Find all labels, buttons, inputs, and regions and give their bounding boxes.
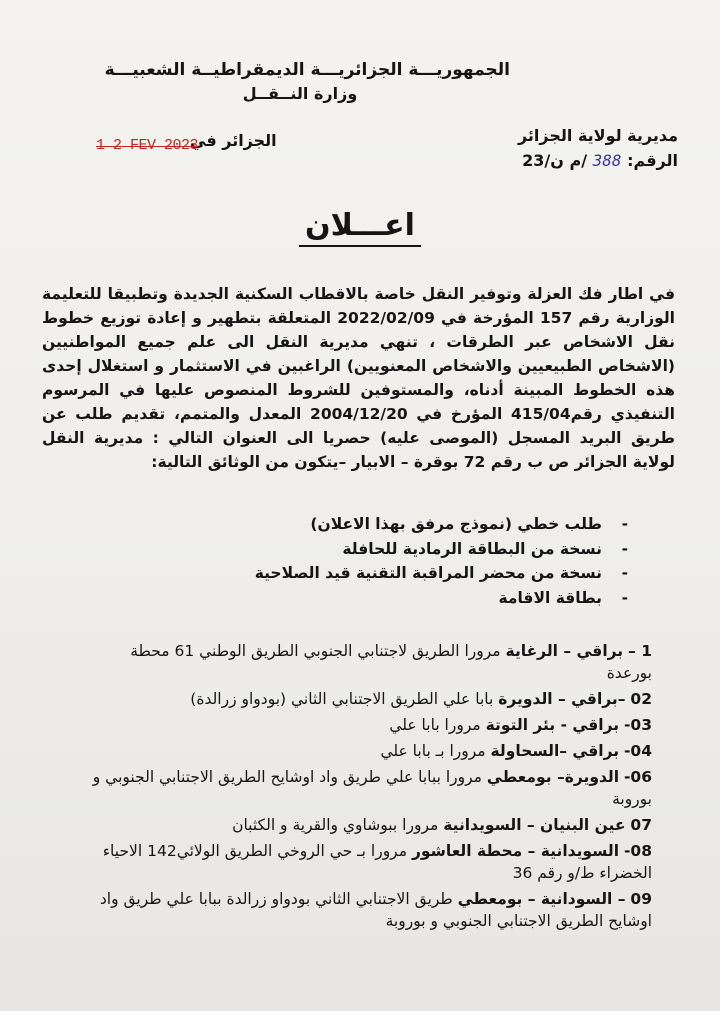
bullet-dash: - bbox=[621, 539, 628, 558]
route-stops: براقي - بئر التوتة bbox=[485, 716, 620, 734]
route-number: 09 bbox=[630, 890, 652, 908]
route-number: 04- bbox=[623, 742, 652, 760]
reference-handwritten-number: 388 bbox=[592, 151, 622, 170]
route-number: 1 – bbox=[628, 642, 652, 660]
route-stops: عين البنيان – السويدانية bbox=[443, 816, 626, 834]
bullet-dash: - bbox=[621, 588, 628, 607]
republic-heading: الجمهوريـــة الجزائريـــة الديمقراطيــة الشعبيـــة bbox=[104, 60, 510, 80]
route-via: مرورا ببوشاوي والقرية و الكثبان bbox=[232, 816, 439, 834]
document-item-text: نسخة من محضر المراقبة التقنية قيد الصلاحية bbox=[254, 564, 602, 582]
bullet-dash: - bbox=[621, 564, 628, 582]
route-item bbox=[92, 814, 652, 836]
document-item-text: بطاقة الاقامة bbox=[498, 588, 602, 607]
document-item bbox=[255, 564, 628, 589]
route-via: مرورا بـ حي الروخي الطريق الولائي142 الاحياء الخضراء ط/و رقم 36 bbox=[102, 842, 652, 882]
reference-suffix: /م ن/23 bbox=[522, 151, 588, 170]
routes-list bbox=[92, 640, 652, 936]
route-item bbox=[92, 640, 652, 684]
route-number: 03- bbox=[623, 716, 652, 734]
dateline-place: الجزائر في bbox=[190, 131, 277, 150]
route-stops: – السودانية – بومعطي bbox=[457, 890, 626, 908]
document-item-text: نسخة من البطاقة الرمادية للحافلة bbox=[342, 539, 602, 558]
bullet-dash: - bbox=[621, 515, 628, 533]
route-item bbox=[92, 714, 652, 736]
ministry-heading: وزارة النــقــل bbox=[242, 84, 358, 103]
route-via: مرورا بابا علي bbox=[389, 716, 481, 734]
route-stops: –براقي – الدويرة bbox=[498, 690, 626, 708]
required-documents-list bbox=[255, 515, 628, 613]
document-item bbox=[255, 540, 628, 565]
route-item bbox=[92, 766, 652, 810]
route-stops: السويدانية – محطة العاشور bbox=[411, 842, 620, 860]
announcement-title-text: اعـــلان bbox=[299, 208, 421, 247]
route-via: مرورا الطريق لاجتنابي الجنوبي الطريق الوطني 61 محطة بورعدة bbox=[130, 642, 652, 682]
route-stops: براقي –السحاولة bbox=[490, 742, 620, 760]
document-item-text: طلب خطي (نموذج مرفق بهذا الاعلان) bbox=[310, 515, 602, 533]
intro-paragraph: في اطار فك العزلة وتوفير النقل خاصة بالاقطاب السكنية الجديدة وتطبيقا للتعليمة الوزارية رقم 157 المؤرخة في 2022/02/09 المتعلقة بتطهير و إعادة توزيع خطوط نقل الاشخاص عبر الطرقات ، تنهي مديرية النقل الى علم جميع المواطنيين (الاشخاص الطبيعيين والاشخاص المعنويين) الراغبين في الاستثمار و استغلال إحدى هذه الخطوط المبينة أدناه، والمستوفين للشروط المنصوص عليها في المرسوم التنفيذي رقم415/04 المؤرخ في 2004/12/20 المعدل والمتمم، تقديم طلب عن طريق البريد المسجل (الموصى عليه) حصريا الى العنوان التالي : مديرية النقل لولاية الجزائر ص ب رقم 72 بوقرة – الابيار –يتكون من الوثائق التالية: bbox=[42, 285, 675, 471]
route-item bbox=[92, 688, 652, 710]
route-stops: براقي – الرغاية bbox=[505, 642, 624, 660]
route-stops: الدويرة– بومعطي bbox=[486, 768, 620, 786]
route-item bbox=[92, 840, 652, 884]
announcement-title bbox=[0, 208, 720, 243]
directorate-name: مديرية لولاية الجزائر bbox=[517, 126, 678, 145]
route-via: طريق الاجتنابي الثاني بودواو زرالدة ببابا علي طريق واد اوشايح الطريق الاجتنابي الجنوبي و بوروبة bbox=[99, 890, 652, 930]
route-item bbox=[92, 740, 652, 762]
route-via: بابا علي الطريق الاجتنابي الثاني (بودواو زرالدة) bbox=[190, 690, 494, 708]
route-via: مرورا بـ بابا علي bbox=[380, 742, 486, 760]
document-item bbox=[255, 515, 628, 540]
document-item bbox=[255, 589, 628, 614]
route-number: 08- bbox=[623, 842, 652, 860]
route-number: 07 bbox=[630, 816, 652, 834]
route-number: 02 bbox=[630, 690, 652, 708]
reference-number bbox=[522, 151, 678, 170]
route-number: 06- bbox=[623, 768, 652, 786]
date-stamp: 1 2 FEV 2023 bbox=[96, 137, 199, 154]
route-via: مرورا ببابا علي طريق واد اوشايح الطريق الاجتنابي الجنوبي و بوروبة bbox=[92, 768, 652, 808]
route-item bbox=[92, 888, 652, 932]
reference-label: الرقم: bbox=[627, 151, 678, 170]
